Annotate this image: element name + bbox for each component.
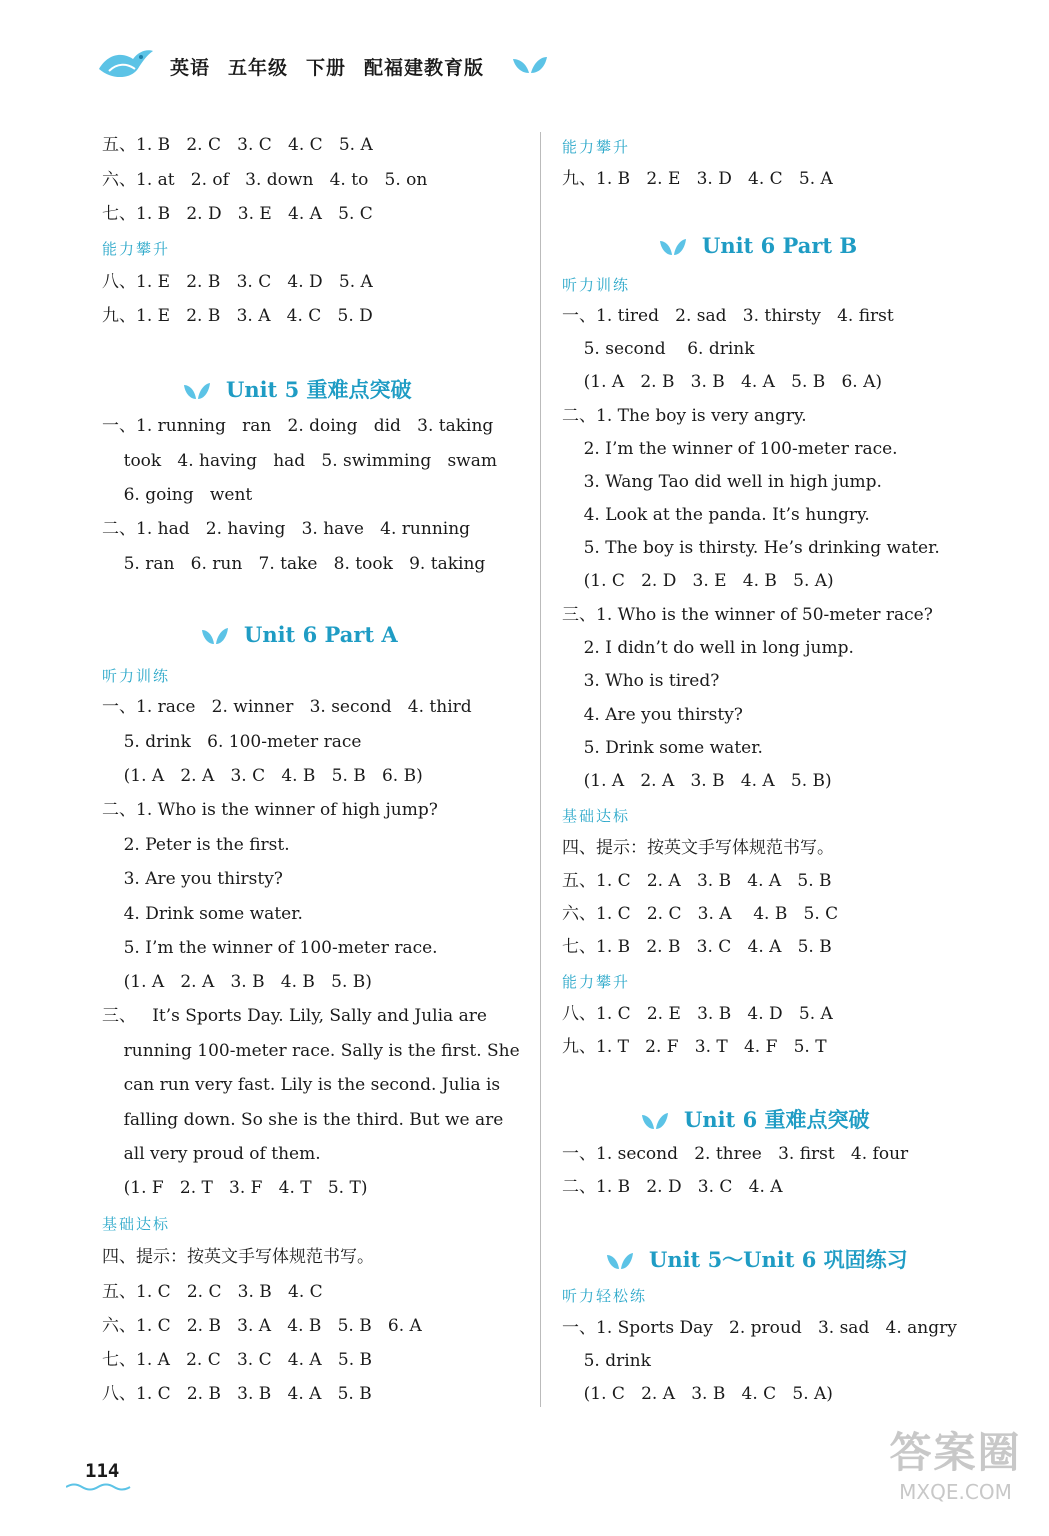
answer-line: 二、1. B 2. D 3. C 4. A [562,1177,783,1197]
answer-line: 2. I didn’t do well in long jump. [562,638,854,658]
answer-line: 五、1. B 2. C 3. C 4. C 5. A [102,135,373,155]
watermark [868,1420,1043,1504]
unit-heading-text: Unit 6 Part A [244,622,398,647]
answer-line: 5. I’m the winner of 100-meter race. [102,938,438,958]
section-label: 基础达标 [562,807,631,825]
answer-line: 5. The boy is thirsty. He’s drinking water. [562,538,940,558]
leaf-icon [184,381,210,401]
answer-line: running 100-meter race. Sally is the first. She [102,1041,520,1061]
unit-heading [184,374,412,404]
answer-line: 4. Are you thirsty? [562,705,743,725]
answer-line: 一、1. tired 2. sad 3. thirsty 4. first [562,306,894,326]
answer-line: 3. Are you thirsty? [102,869,283,889]
answer-line: 九、1. E 2. B 3. A 4. C 5. D [102,306,373,326]
answer-line: 七、1. B 2. D 3. E 4. A 5. C [102,204,373,224]
section-label: 听力训练 [562,276,631,294]
answer-line: 5. drink 6. 100-meter race [102,732,362,752]
answer-line: 5. second 6. drink [562,339,755,359]
unit-heading-text: Unit 6 Part B [702,233,858,258]
answer-line: 九、1. B 2. E 3. D 4. C 5. A [562,169,833,189]
section-label: 基础达标 [102,1215,171,1233]
answer-line: 四、提示：按英文手写体规范书写。 [102,1247,374,1267]
answer-line: 2. I’m the winner of 100-meter race. [562,439,898,459]
unit-heading-text: Unit 5～Unit 6 巩固练习 [649,1247,908,1272]
answer-line: 5. Drink some water. [562,738,763,758]
answer-line: 一、1. running ran 2. doing did 3. taking [102,416,494,436]
answer-line: (1. A 2. A 3. B 4. A 5. B) [562,771,832,791]
unit-heading [607,1244,908,1274]
bird-icon [95,45,155,85]
column-divider [540,132,541,1407]
answer-line: (1. C 2. D 3. E 4. B 5. A) [562,571,834,591]
answer-line: falling down. So she is the third. But we are [102,1110,504,1130]
answer-line: 五、1. C 2. A 3. B 4. A 5. B [562,871,832,891]
page-header [95,45,575,89]
answer-line: 一、1. Sports Day 2. proud 3. sad 4. angry [562,1318,957,1338]
answer-line: can run very fast. Lily is the second. Julia is [102,1075,501,1095]
answer-line: 4. Drink some water. [102,904,303,924]
section-label: 能力攀升 [102,240,171,258]
answer-line: took 4. having had 5. swimming swam [102,451,497,471]
answer-line: 二、1. The boy is very angry. [562,406,807,426]
page-number: 114 [85,1460,120,1482]
section-label: 听力轻松练 [562,1287,648,1305]
answer-line: 5. drink [562,1351,651,1371]
answer-line: 三、 It’s Sports Day. Lily, Sally and Julia are [102,1006,487,1026]
header-grade: 五年级 [228,57,289,79]
section-label: 能力攀升 [562,973,631,991]
leaf-icon [607,1251,633,1271]
answer-line: 五、1. C 2. C 3. B 4. C [102,1282,323,1302]
answer-line: 5. ran 6. run 7. take 8. took 9. taking [102,554,486,574]
leaf-icon [642,1111,668,1131]
answer-line: 2. Peter is the first. [102,835,290,855]
header-volume: 下册 [306,57,347,79]
leaf-icon [660,237,686,257]
header-subject: 英语 [170,57,211,79]
answer-line: 七、1. A 2. C 3. C 4. A 5. B [102,1350,373,1370]
answer-line: 三、1. Who is the winner of 50-meter race? [562,605,933,625]
answer-line: (1. A 2. B 3. B 4. A 5. B 6. A) [562,372,882,392]
answer-line: 一、1. second 2. three 3. first 4. four [562,1144,909,1164]
unit-heading-text: Unit 6 重难点突破 [684,1107,870,1132]
leaf-icon [202,626,228,646]
answer-line: 二、1. Who is the winner of high jump? [102,800,438,820]
answer-line: 二、1. had 2. having 3. have 4. running [102,519,471,539]
unit-heading [642,1104,870,1134]
answer-line: 3. Wang Tao did well in high jump. [562,472,882,492]
unit-heading [202,622,398,647]
answer-line: 八、1. C 2. B 3. B 4. A 5. B [102,1384,372,1404]
wave-decoration [66,1482,132,1492]
unit-heading-text: Unit 5 重难点突破 [226,377,412,402]
section-label: 能力攀升 [562,138,631,156]
answer-line: (1. A 2. A 3. B 4. B 5. B) [102,972,372,992]
answer-line: 六、1. C 2. C 3. A 4. B 5. C [562,904,839,924]
unit-heading [660,233,857,258]
watermark-url: MXQE.COM [899,1480,1012,1504]
answer-line: 七、1. B 2. B 3. C 4. A 5. B [562,937,832,957]
answer-line: 一、1. race 2. winner 3. second 4. third [102,697,472,717]
watermark-brand: 答案圈 [889,1428,1022,1477]
answer-line: (1. A 2. A 3. C 4. B 5. B 6. B) [102,766,423,786]
answer-line: 八、1. E 2. B 3. C 4. D 5. A [102,272,373,292]
answer-line: 六、1. at 2. of 3. down 4. to 5. on [102,170,428,190]
answer-line: 九、1. T 2. F 3. T 4. F 5. T [562,1037,827,1057]
leaves-icon [513,55,547,77]
header-edition: 配福建教育版 [364,57,485,79]
answer-line: (1. F 2. T 3. F 4. T 5. T) [102,1178,368,1198]
answer-line: (1. C 2. A 3. B 4. C 5. A) [562,1384,833,1404]
answer-line: 四、提示：按英文手写体规范书写。 [562,838,834,858]
section-label: 听力训练 [102,667,171,685]
answer-line: 4. Look at the panda. It’s hungry. [562,505,870,525]
answer-line: 六、1. C 2. B 3. A 4. B 5. B 6. A [102,1316,422,1336]
answer-line: 6. going went [102,485,253,505]
header-title [170,53,502,80]
answer-line: all very proud of them. [102,1144,321,1164]
answer-line: 3. Who is tired? [562,671,720,691]
answer-line: 八、1. C 2. E 3. B 4. D 5. A [562,1004,833,1024]
